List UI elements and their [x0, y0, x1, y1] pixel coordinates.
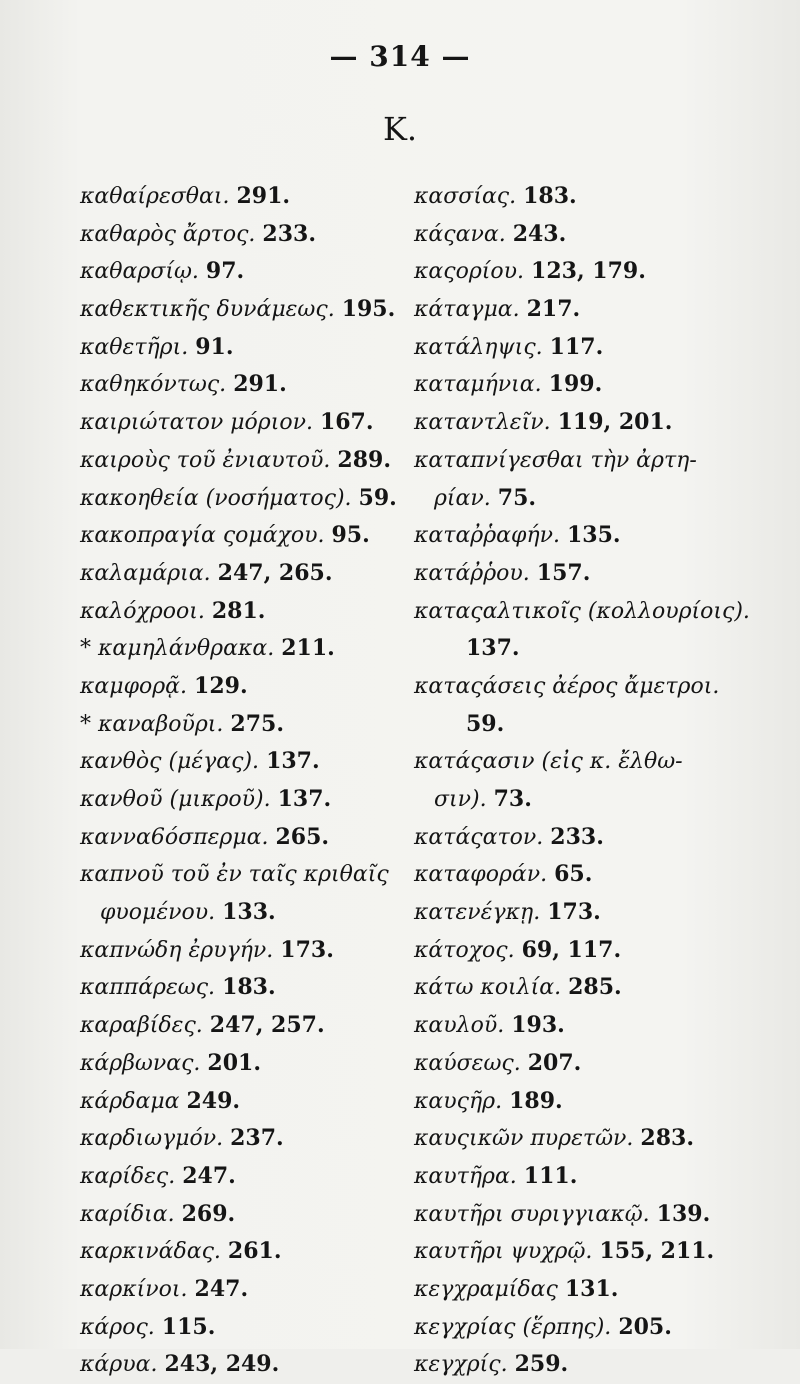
page-reference: 247. — [182, 1162, 236, 1189]
page-reference: 59. — [466, 710, 505, 737]
index-entry — [80, 480, 425, 518]
index-entry — [80, 216, 425, 254]
index-term: καθηκόντως. — [80, 372, 227, 398]
index-term: καπνοῦ τοῦ ἐν ταῖς κριθαῖς — [80, 862, 389, 888]
index-entry — [414, 216, 770, 254]
page-reference: 289. — [337, 446, 391, 473]
page-reference: 131. — [564, 1275, 619, 1302]
index-entry — [414, 1196, 770, 1234]
index-term: κάρος. — [80, 1314, 155, 1340]
page-reference: 207. — [527, 1049, 582, 1076]
page-reference: 189. — [509, 1087, 563, 1114]
index-entry — [80, 743, 425, 781]
index-column-left — [80, 178, 425, 1384]
index-term: καυτῆρα. — [414, 1163, 517, 1189]
index-term: καυλοῦ. — [414, 1013, 505, 1039]
index-term: καππάρεως. — [80, 975, 216, 1001]
page-reference: 199. — [548, 371, 603, 398]
index-entry — [80, 668, 425, 706]
index-term: καμφορᾷ. — [80, 673, 188, 699]
index-entry — [80, 706, 425, 744]
index-entry — [414, 856, 770, 894]
index-entry — [80, 1158, 425, 1196]
index-term: κακοπραγία ςομάχου. — [80, 523, 325, 549]
index-entry — [80, 781, 425, 819]
index-term: κατενέγκῃ. — [414, 900, 541, 926]
page-reference: 59. — [358, 484, 397, 511]
page-reference: 195. — [341, 296, 396, 323]
index-term: κεγχρίς. — [414, 1352, 508, 1378]
index-entry — [80, 253, 425, 291]
page-reference: 119, 201. — [557, 409, 673, 436]
index-entry — [80, 1346, 425, 1384]
index-entry — [80, 819, 425, 857]
page-reference: 243. — [512, 220, 567, 247]
index-entry — [80, 593, 425, 631]
page-reference: 139. — [656, 1200, 711, 1227]
page-reference: 249. — [186, 1087, 241, 1114]
index-entry — [80, 1233, 425, 1271]
page-reference: 193. — [511, 1012, 565, 1039]
page-reference: 137. — [277, 786, 332, 812]
page-reference: 283. — [640, 1125, 694, 1152]
index-term: κανθοῦ (μικροῦ). — [80, 787, 271, 812]
index-entry — [414, 291, 770, 329]
index-term: καθαίρεσθαι. — [80, 184, 230, 209]
page-reference: 65. — [554, 861, 593, 888]
index-term: κάτω κοιλία. — [414, 975, 562, 1001]
index-term: κάτοχος. — [414, 937, 515, 963]
index-entry — [414, 1158, 770, 1196]
index-term: κεγχραμίδας — [414, 1276, 558, 1302]
index-term: καταφοράν. — [414, 862, 548, 888]
page-reference: 173. — [547, 899, 601, 926]
index-term: κατάληψις. — [414, 334, 543, 360]
page-reference: 137. — [266, 748, 320, 775]
page-reference: 217. — [526, 296, 581, 323]
index-entry — [80, 1007, 425, 1045]
index-entry — [414, 932, 770, 970]
page-reference: 285. — [568, 974, 622, 1001]
page-reference: 111. — [523, 1162, 578, 1189]
index-term: καρίδες. — [80, 1163, 176, 1189]
index-term: κατάςατον. — [414, 824, 544, 850]
page-reference: 237. — [230, 1125, 284, 1152]
index-entry — [80, 442, 425, 480]
index-term: καπνώδη ἐρυγήν. — [80, 937, 274, 963]
index-term: καταςαλτικοῖς (κολλουρίοις). — [414, 598, 750, 624]
page-reference: 133. — [222, 899, 276, 926]
page-reference: 247. — [194, 1275, 249, 1302]
index-entry — [80, 1045, 425, 1083]
index-entry — [414, 819, 770, 857]
page-reference: 157. — [536, 559, 591, 586]
index-term: καταμήνια. — [414, 372, 542, 398]
index-entry — [414, 630, 770, 668]
page-reference: 123, 179. — [531, 258, 646, 285]
index-entry — [80, 1083, 425, 1121]
page-reference: 97. — [205, 258, 245, 285]
index-entry — [80, 1120, 425, 1158]
index-term: καυςικῶν πυρετῶν. — [414, 1126, 634, 1152]
index-entry — [414, 743, 770, 781]
page-reference: 281. — [211, 597, 266, 624]
page-reference: 91. — [195, 333, 234, 360]
index-term: καρίδια. — [80, 1201, 175, 1227]
index-term: καυτῆρι ψυχρῷ. — [414, 1239, 593, 1265]
index-entry — [80, 894, 425, 932]
index-term: κανθὸς (μέγας). — [80, 749, 260, 775]
index-entry — [414, 480, 770, 518]
index-entry — [414, 668, 770, 706]
page-reference: 75. — [497, 484, 537, 511]
index-entry — [80, 329, 425, 367]
index-term: καταςάσεις ἀέρος ἄμετροι. — [414, 673, 720, 699]
index-term: καθαρσίῳ. — [80, 259, 199, 285]
page-reference: 275. — [230, 710, 284, 737]
index-entry — [414, 969, 770, 1007]
index-entry — [80, 932, 425, 970]
index-term: κατάῤῥου. — [414, 560, 530, 586]
index-term: κατάςασιν (εἰς κ. ἔλθω- — [414, 749, 683, 775]
index-term: καθετῆρι. — [80, 334, 189, 360]
index-term: καυςῆρ. — [414, 1088, 503, 1114]
index-entry — [414, 1045, 770, 1083]
index-term: κάςανα. — [414, 221, 506, 247]
page-reference: 233. — [550, 823, 604, 850]
index-term: καιροὺς τοῦ ἐνιαυτοῦ. — [80, 447, 331, 473]
page-reference: 69, 117. — [521, 936, 622, 963]
page-reference: 259. — [514, 1351, 569, 1378]
index-entry — [80, 1196, 425, 1234]
index-entry — [80, 630, 425, 668]
index-term: καταπνίγεσθαι τὴν ἀρτη- — [414, 447, 697, 473]
index-entry — [414, 1309, 770, 1347]
index-entry — [80, 1309, 425, 1347]
index-term: καθαρὸς ἄρτος. — [80, 221, 256, 247]
index-entry — [80, 366, 425, 404]
index-term: καςορίου. — [414, 259, 525, 285]
page-reference: 291. — [233, 371, 287, 398]
page-reference: 129. — [194, 672, 248, 699]
index-entry — [414, 1120, 770, 1158]
index-entry — [414, 253, 770, 291]
index-entry — [414, 894, 770, 932]
page-reference: 135. — [567, 522, 621, 549]
page-reference: 137. — [466, 635, 520, 662]
index-entry — [414, 329, 770, 367]
page-reference: 211. — [281, 635, 335, 662]
index-term: κασσίας. — [414, 184, 517, 209]
page-reference: 183. — [222, 974, 276, 1001]
index-term: καλόχροοι. — [80, 598, 205, 624]
page-reference: 243, 249. — [164, 1351, 280, 1378]
page-reference: 117. — [549, 333, 604, 360]
page-number: — 314 — — [329, 40, 471, 73]
index-term: καρκίνοι. — [80, 1276, 188, 1302]
index-term: καρκινάδας. — [80, 1239, 221, 1265]
index-entry — [80, 555, 425, 593]
page-reference: 247, 265. — [217, 559, 333, 586]
page-reference: 265. — [275, 823, 330, 850]
index-entry — [414, 178, 770, 216]
index-term: * καναβοῦρι. — [80, 711, 224, 737]
index-column-right — [414, 178, 770, 1384]
index-entry — [414, 442, 770, 480]
page-reference: 269. — [181, 1200, 236, 1227]
index-entry — [414, 706, 770, 744]
index-entry — [414, 593, 770, 631]
index-entry — [80, 517, 425, 555]
page-reference: 115. — [161, 1313, 216, 1340]
index-term: καθεκτικῆς δυνάμεως. — [80, 297, 335, 323]
index-term: * καμηλάνθρακα. — [80, 636, 275, 662]
index-entry — [80, 178, 425, 216]
index-entry — [414, 404, 770, 442]
index-entry — [80, 856, 425, 894]
index-entry — [414, 781, 770, 819]
page-reference: 95. — [331, 522, 370, 549]
section-letter: K. — [382, 110, 418, 148]
index-term: σιν). — [434, 787, 487, 812]
index-term: φυομένου. — [100, 900, 216, 926]
index-term: καρδιωγμόν. — [80, 1126, 224, 1152]
index-entry — [414, 1007, 770, 1045]
index-term: καννα6όσπερμα. — [80, 824, 269, 850]
index-term: κακοηθεία (νοσήματος). — [80, 485, 352, 511]
page-reference: 173. — [280, 936, 334, 963]
index-entry — [414, 1233, 770, 1271]
index-term: καλαμάρια. — [80, 560, 211, 586]
index-term: καύσεως. — [414, 1050, 521, 1076]
index-term: καταντλεῖν. — [414, 410, 551, 436]
index-entry — [80, 1271, 425, 1309]
page-reference: 167. — [319, 409, 374, 436]
index-term: καιριώτατον μόριον. — [80, 410, 313, 436]
index-entry — [414, 1271, 770, 1309]
page-reference: 205. — [618, 1313, 672, 1340]
page-reference: 73. — [493, 786, 532, 812]
index-entry — [414, 517, 770, 555]
page-reference: 155, 211. — [599, 1238, 715, 1265]
page-reference: 233. — [262, 220, 316, 247]
index-entry — [80, 969, 425, 1007]
page-reference: 201. — [207, 1049, 262, 1076]
page-reference: 183. — [523, 183, 577, 209]
index-term: καυτῆρι συριγγιακῷ. — [414, 1201, 650, 1227]
index-term: κάρβωνας. — [80, 1050, 201, 1076]
index-entry — [80, 291, 425, 329]
index-term: κάταγμα. — [414, 297, 520, 323]
index-entry — [80, 404, 425, 442]
index-entry — [414, 366, 770, 404]
index-term: ρίαν. — [434, 485, 491, 511]
index-term: κεγχρίας (ἕρπης). — [414, 1314, 612, 1340]
page-reference: 247, 257. — [209, 1012, 325, 1039]
index-term: κάρυα. — [80, 1352, 158, 1378]
index-term: καραβίδες. — [80, 1013, 203, 1039]
page-reference: 261. — [227, 1238, 282, 1265]
page-reference: 291. — [236, 183, 291, 209]
index-entry — [414, 1346, 770, 1384]
index-entry — [414, 1083, 770, 1121]
index-entry — [414, 555, 770, 593]
index-term: κάρδαμα — [80, 1088, 180, 1114]
index-term: καταῤῥαφήν. — [414, 523, 560, 549]
